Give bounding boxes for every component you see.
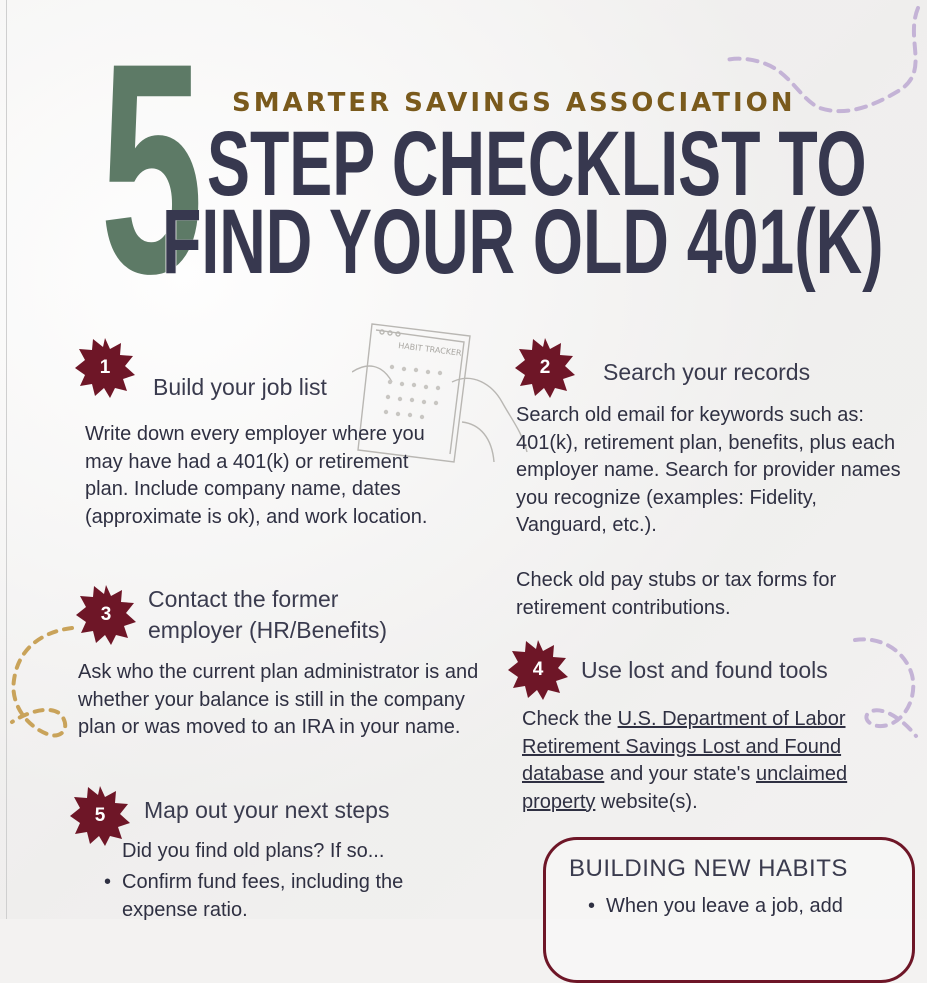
step-3-number: 3 [100,604,112,625]
step-1-heading: Build your job list [153,374,327,400]
step-5-heading: Map out your next steps [144,797,390,823]
dol-lost-and-found-link[interactable]: U.S. Department of Labor Retirement Savings Lost and Found database [522,708,846,785]
page-title-line1: STEP CHECKLIST TO [207,113,867,215]
step-2-body-2: Check old pay stubs or tax forms for retirement contributions. [516,569,837,619]
step-5-number: 5 [94,805,106,826]
step-5-bullet-item: • Confirm fund fees, including the expense ratio. [100,869,480,924]
step-5-badge [70,786,130,846]
habits-bullets [584,893,884,921]
step-3-badge [76,585,136,645]
habits-title: BUILDING NEW HABITS [569,855,848,882]
step-2-body: Search old email for keywords such as: 401(k), retirement plan, benefits, plus each employer name. Search for provider names you recognize (examples: Fidelity, Vanguard, etc.). [516,404,901,536]
step-4-number: 4 [532,659,544,680]
step-4-heading: Use lost and found tools [581,657,828,683]
habits-bullet-item: • When you leave a job, add [584,893,884,921]
step-5-bullets [100,869,480,924]
step-2-number: 2 [539,357,551,378]
step-4-badge [508,640,568,700]
step-2-heading: Search your records [603,359,811,385]
unclaimed-property-link[interactable]: unclaimed property [522,763,848,813]
step-3-heading-line1: Contact the former [148,586,339,612]
step-5-intro: Did you find old plans? If so... [122,840,385,862]
step-1-number: 1 [99,357,111,378]
page-title-line2: FIND YOUR OLD 401(K) [162,191,884,293]
step-4-body-mid: and your state's [604,763,756,785]
step-3-body: Ask who the current plan administrator is and whether your balance is still in the company plan or was moved to an IRA in your name. [78,661,479,738]
step-4-body [522,706,892,816]
step-2-badge [515,338,575,398]
step-1-body: Write down every employer where you may have had a 401(k) or retirement plan. Include company name, dates (approximate is ok), and work location. [85,423,428,528]
header-number-five: 5 [100,0,204,336]
step-4-body-suffix: website(s). [595,790,698,813]
step-1-badge [75,338,135,398]
organization-name: SMARTER SAVINGS ASSOCIATION [232,88,796,118]
step-4-body-prefix: Check the [522,708,618,730]
step-3-heading-line2: employer (HR/Benefits) [148,617,388,643]
illustration-label: HABIT TRACKER [397,341,463,358]
